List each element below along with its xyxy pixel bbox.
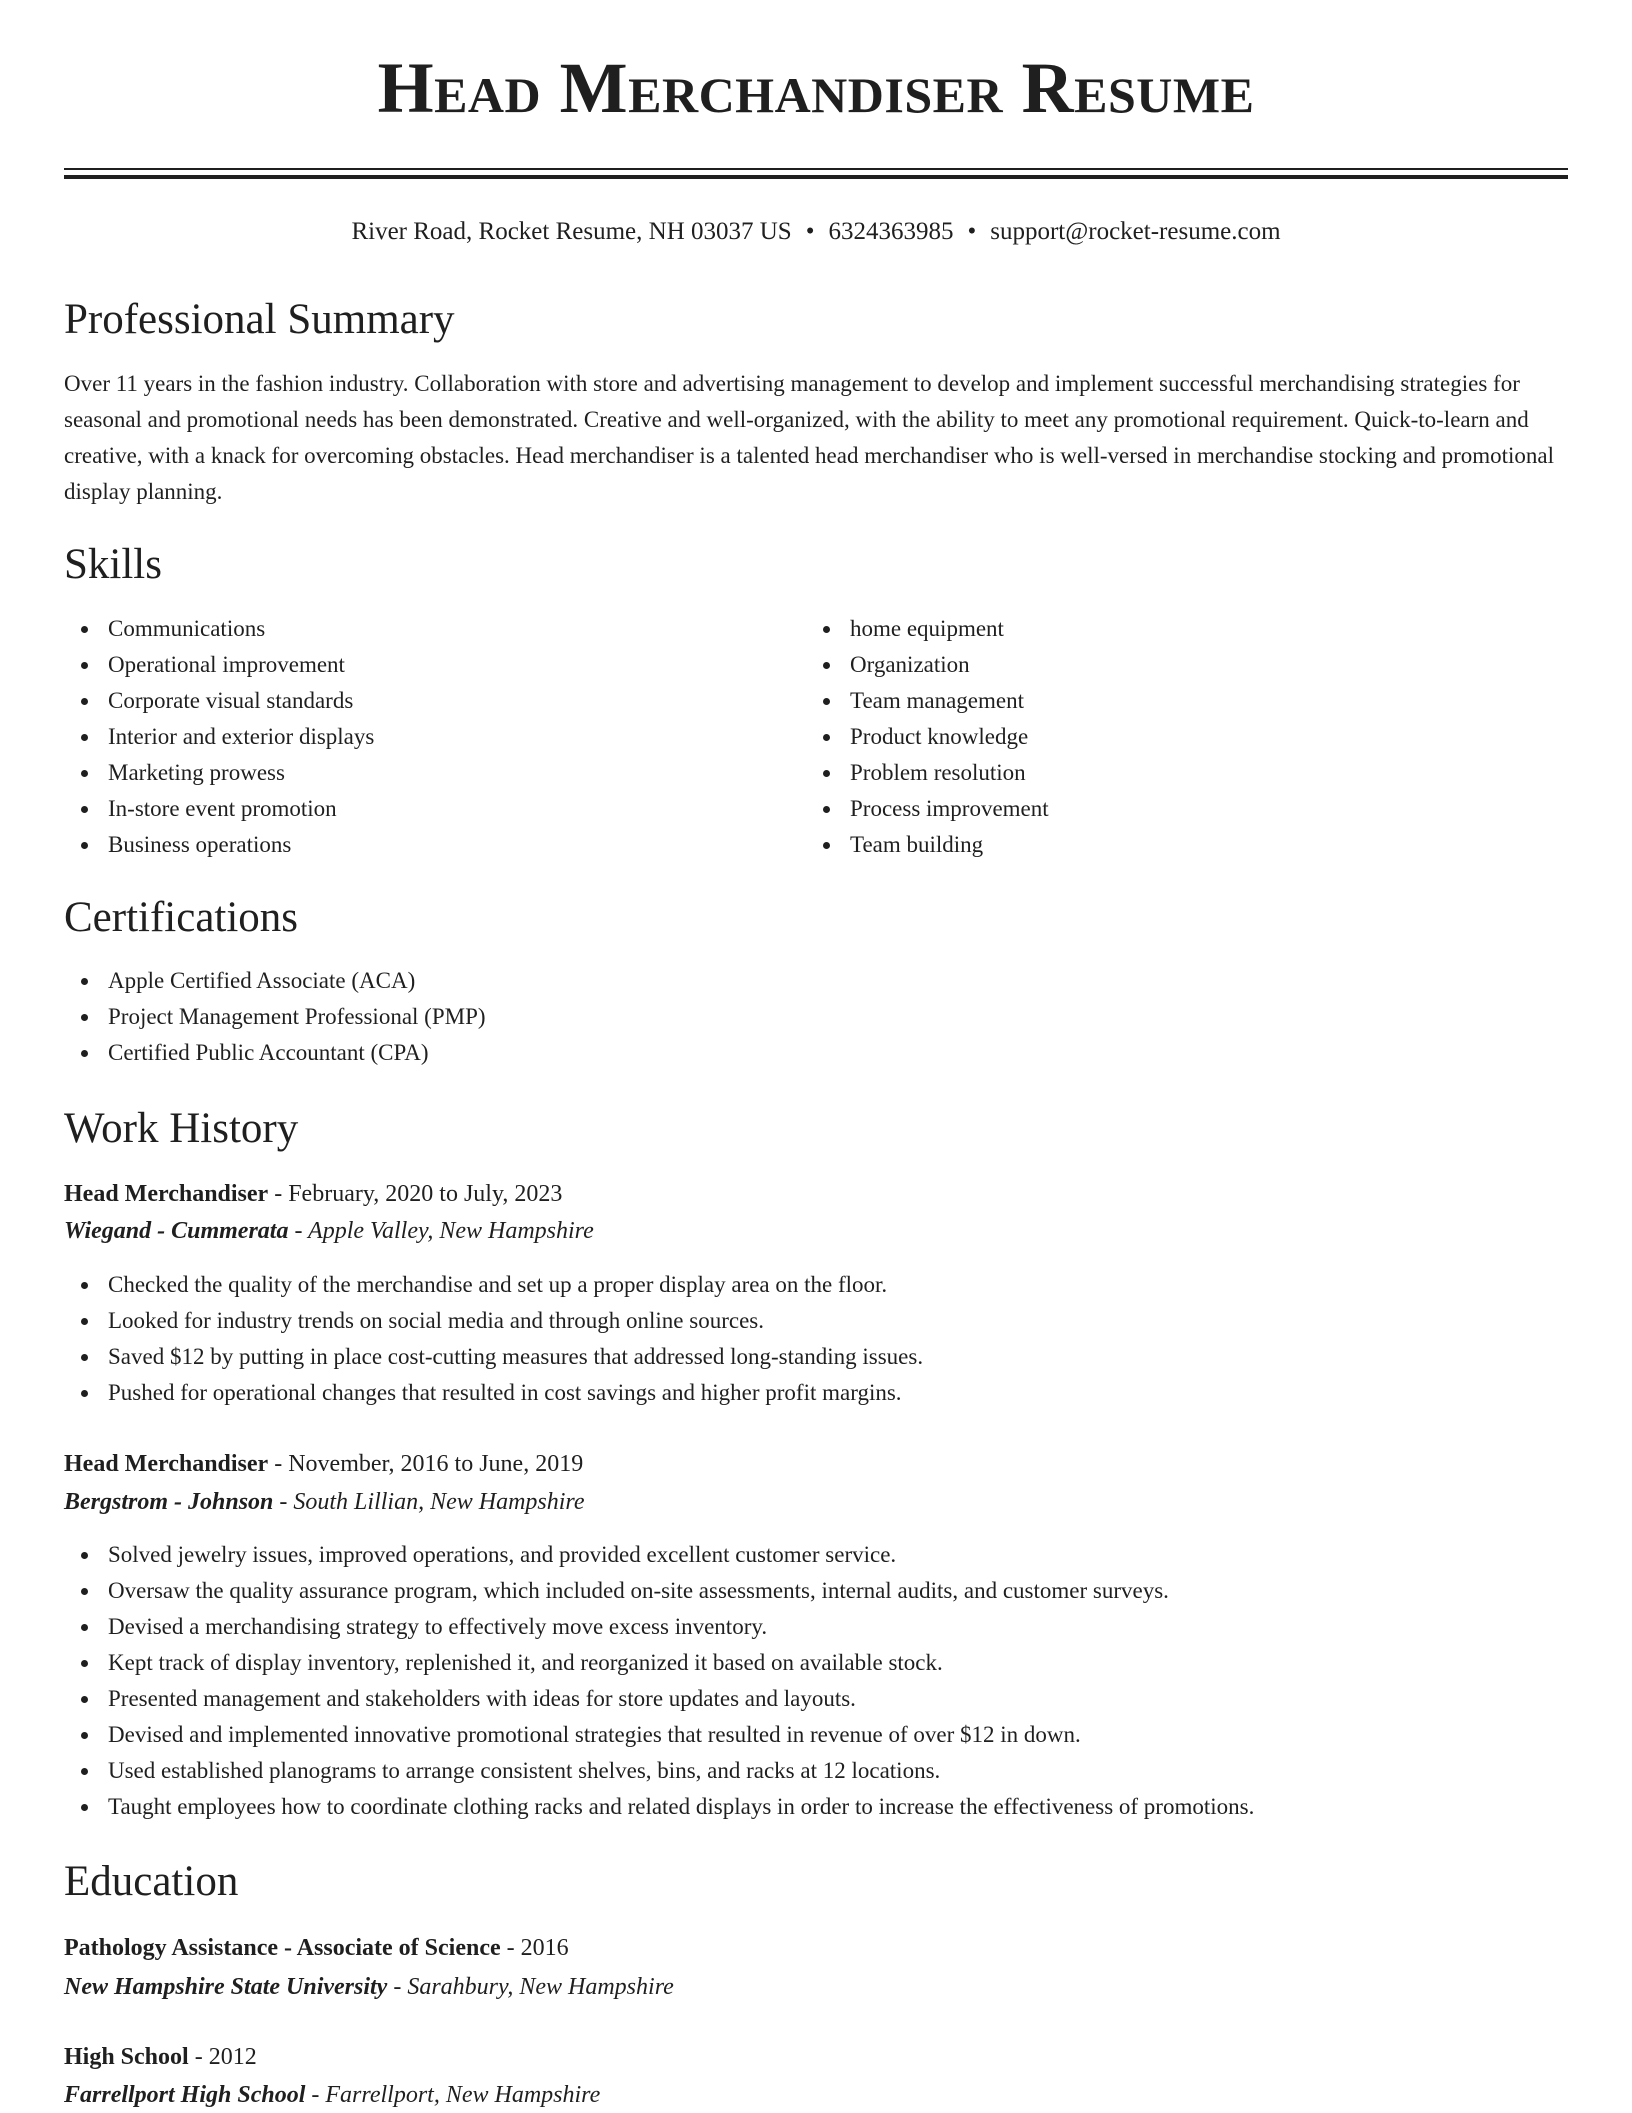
skill-item: Product knowledge: [806, 719, 1049, 755]
contact-address: River Road, Rocket Resume, NH 03037 US: [351, 218, 792, 245]
contact-separator: •: [967, 218, 977, 245]
skill-item: Corporate visual standards: [64, 683, 374, 719]
education-heading: Education: [64, 1858, 239, 1905]
education-header: High School - 2012: [64, 2044, 257, 2070]
skill-item: Process improvement: [806, 791, 1049, 827]
education-location: Farrellport, New Hampshire: [325, 2082, 601, 2108]
job-bullet: Devised and implemented innovative promotional strategies that resulted in revenue of over $12 in down.: [64, 1717, 1254, 1753]
work-history-heading: Work History: [64, 1105, 299, 1152]
skill-item: In-store event promotion: [64, 791, 374, 827]
education-location: Sarahbury, New Hampshire: [407, 1974, 674, 2000]
education-degree: Pathology Assistance - Associate of Science: [64, 1935, 501, 1961]
summary-text: Over 11 years in the fashion industry. Collaboration with store and advertising management to develop and implement successful merchandising strategies for seasonal and promotional needs has been demonstrated. Creative and well-organized, with the ability to meet any promotional requirement. Quick-to-learn and creative, with a knack for overcoming obstacles. Head merchandiser is a talented head merchandiser who is well-versed in merchandise stocking and promotional display planning.: [64, 371, 1555, 504]
certifications-list: [64, 963, 486, 1071]
skills-list-left: [64, 611, 374, 863]
job-bullet: Presented management and stakeholders with ideas for store updates and layouts.: [64, 1681, 1254, 1717]
skills-heading: Skills: [64, 541, 162, 588]
contact-line: [64, 214, 1568, 250]
job-header: Head Merchandiser - November, 2016 to June, 2019: [64, 1451, 584, 1477]
job-dates: November, 2016 to June, 2019: [288, 1451, 584, 1477]
job-bullet: Pushed for operational changes that resulted in cost savings and higher profit margins.: [64, 1375, 923, 1411]
job-bullet: Devised a merchandising strategy to effectively move excess inventory.: [64, 1609, 1254, 1645]
education-school: Farrellport High School: [64, 2082, 306, 2108]
job-dates: February, 2020 to July, 2023: [288, 1181, 563, 1207]
job-bullet: Taught employees how to coordinate clothing racks and related displays in order to increase the effectiveness of promotions.: [64, 1789, 1254, 1825]
skill-item: home equipment: [806, 611, 1049, 647]
education-year: 2016: [520, 1935, 569, 1961]
education-degree: High School: [64, 2044, 189, 2070]
education-header: Pathology Assistance - Associate of Science - 2016: [64, 1935, 569, 1961]
skills-list-right: [806, 611, 1049, 863]
skill-item: Business operations: [64, 827, 374, 863]
job-bullet: Saved $12 by putting in place cost-cutting measures that addressed long-standing issues.: [64, 1339, 923, 1375]
skill-item: Problem resolution: [806, 755, 1049, 791]
education-school-line: Farrellport High School - Farrellport, New Hampshire: [64, 2082, 601, 2108]
job-employer: Wiegand - Cummerata - Apple Valley, New Hampshire: [64, 1218, 594, 1244]
job-bullet: Checked the quality of the merchandise and set up a proper display area on the floor.: [64, 1267, 923, 1303]
job-title: Head Merchandiser: [64, 1181, 269, 1207]
certification-item: Project Management Professional (PMP): [64, 999, 486, 1035]
job-employer: Bergstrom - Johnson - South Lillian, New Hampshire: [64, 1489, 585, 1515]
job-bullets: [64, 1537, 1254, 1825]
job-bullet: Solved jewelry issues, improved operations, and provided excellent customer service.: [64, 1537, 1254, 1573]
job-location: Apple Valley, New Hampshire: [308, 1218, 594, 1244]
job-header: Head Merchandiser - February, 2020 to July, 2023: [64, 1181, 563, 1207]
skill-item: Team management: [806, 683, 1049, 719]
skill-item: Interior and exterior displays: [64, 719, 374, 755]
job-bullet: Kept track of display inventory, replenished it, and reorganized it based on available stock.: [64, 1645, 1254, 1681]
job-company: Wiegand - Cummerata: [64, 1218, 289, 1244]
education-year: 2012: [208, 2044, 257, 2070]
skill-item: Team building: [806, 827, 1049, 863]
skill-item: Organization: [806, 647, 1049, 683]
summary-heading: Professional Summary: [64, 296, 455, 343]
resume-title: Head Merchandiser Resume: [377, 48, 1255, 128]
education-school-line: New Hampshire State University - Sarahbury, New Hampshire: [64, 1974, 674, 2000]
certifications-heading: Certifications: [64, 894, 299, 941]
certification-item: Certified Public Accountant (CPA): [64, 1035, 486, 1071]
skill-item: Marketing prowess: [64, 755, 374, 791]
job-title: Head Merchandiser: [64, 1451, 269, 1477]
job-bullet: Looked for industry trends on social media and through online sources.: [64, 1303, 923, 1339]
skill-item: Operational improvement: [64, 647, 374, 683]
title-rule-thin: [64, 168, 1568, 170]
contact-email[interactable]: support@rocket-resume.com: [990, 218, 1281, 245]
job-bullets: [64, 1267, 923, 1411]
job-company: Bergstrom - Johnson: [64, 1489, 274, 1515]
contact-separator: •: [805, 218, 815, 245]
contact-phone: 6324363985: [828, 218, 954, 245]
job-location: South Lillian, New Hampshire: [293, 1489, 585, 1515]
certification-item: Apple Certified Associate (ACA): [64, 963, 486, 999]
education-school: New Hampshire State University: [64, 1974, 388, 2000]
title-rule-thick: [64, 175, 1568, 179]
job-bullet: Oversaw the quality assurance program, which included on-site assessments, internal audits, and customer surveys.: [64, 1573, 1254, 1609]
job-bullet: Used established planograms to arrange consistent shelves, bins, and racks at 12 locations.: [64, 1753, 1254, 1789]
skill-item: Communications: [64, 611, 374, 647]
